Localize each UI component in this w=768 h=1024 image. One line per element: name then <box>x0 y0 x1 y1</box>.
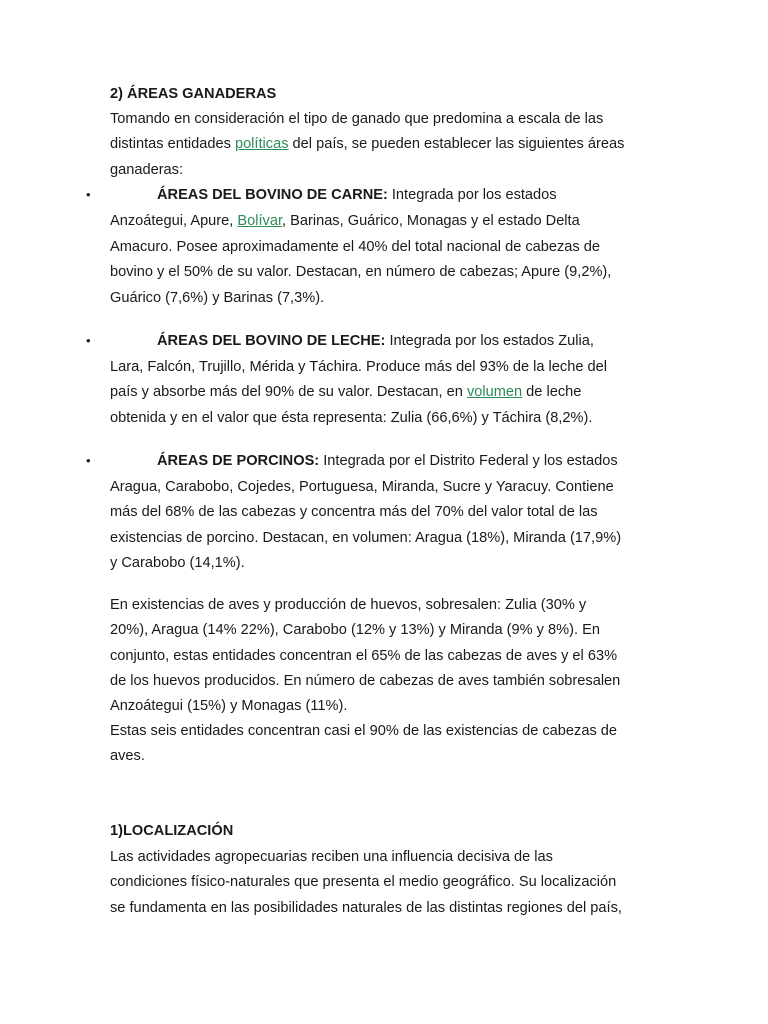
intro-line-1: Tomando en consideración el tipo de ganado que predomina a escala de las <box>110 111 604 127</box>
bovino-leche-line-3 <box>110 382 581 402</box>
intro-text: distintas entidades <box>110 136 235 152</box>
bovino-leche-line-2: Lara, Falcón, Trujillo, Mérida y Táchira. Produce más del 93% de la leche del <box>110 359 607 375</box>
aves-line-5: Anzoátegui (15%) y Monagas (11%). <box>110 698 348 714</box>
porcinos-line-2: Aragua, Carabobo, Cojedes, Portuguesa, Miranda, Sucre y Yaracuy. Contiene <box>110 479 614 495</box>
porcinos-line-5: y Carabobo (14,1%). <box>110 555 245 571</box>
intro-text: del país, se pueden establecer las siguientes áreas <box>288 136 625 152</box>
bovino-leche-text: de leche <box>522 384 582 400</box>
section-heading-localizacion: 1)LOCALIZACIÓN <box>110 823 234 839</box>
bovino-carne-line-2 <box>110 211 580 231</box>
volumen-link[interactable]: volumen <box>466 384 523 400</box>
localizacion-line-1: Las actividades agropecuarias reciben una influencia decisiva de las <box>110 849 553 865</box>
localizacion-line-3: se fundamenta en las posibilidades naturales de las distintas regiones del país, <box>110 900 622 916</box>
bovino-leche-line-1 <box>157 331 594 351</box>
bovino-carne-text: Anzoátegui, Apure, <box>110 213 238 229</box>
bovino-leche-title: ÁREAS DEL BOVINO DE LECHE: <box>157 333 386 349</box>
bullet-dot: • <box>86 187 91 202</box>
bovino-carne-line-3: Amacuro. Posee aproximadamente el 40% del total nacional de cabezas de <box>110 239 601 255</box>
bovino-carne-text: Integrada por los estados <box>387 187 557 203</box>
aves-line-4: de los huevos producidos. En número de cabezas de aves también sobresalen <box>110 673 621 689</box>
bullet-dot: • <box>86 333 91 348</box>
porcinos-line-3: más del 68% de las cabezas y concentra más del 70% del valor total de las <box>110 504 598 520</box>
section-heading-areas-ganaderas: 2) ÁREAS GANADERAS <box>110 86 277 102</box>
bovino-leche-line-4: obtenida y en el valor que ésta representa: Zulia (66,6%) y Táchira (8,2%). <box>110 410 593 426</box>
localizacion-line-2: condiciones físico-naturales que presenta el medio geográfico. Su localización <box>110 874 617 890</box>
aves-line-2: 20%), Aragua (14% 22%), Carabobo (12% y 13%) y Miranda (9% y 8%). En <box>110 622 600 638</box>
aves-line-3: conjunto, estas entidades concentran el 65% de las cabezas de aves y el 63% <box>110 648 618 664</box>
bolivar-link[interactable]: Bolívar <box>237 213 283 229</box>
aves-line-1: En existencias de aves y producción de huevos, sobresalen: Zulia (30% y <box>110 597 587 613</box>
aves-line-7: aves. <box>110 748 145 764</box>
bovino-carne-title: ÁREAS DEL BOVINO DE CARNE: <box>157 187 388 203</box>
intro-line-2 <box>110 134 624 154</box>
porcinos-text: Integrada por el Distrito Federal y los estados <box>319 453 618 469</box>
porcinos-line-4: existencias de porcino. Destacan, en volumen: Aragua (18%), Miranda (17,9%) <box>110 530 622 546</box>
bovino-carne-text: , Barinas, Guárico, Monagas y el estado Delta <box>282 213 580 229</box>
bovino-carne-line-5: Guárico (7,6%) y Barinas (7,3%). <box>110 290 325 306</box>
bovino-carne-line-4: bovino y el 50% de su valor. Destacan, en número de cabezas; Apure (9,2%), <box>110 264 612 280</box>
porcinos-title: ÁREAS DE PORCINOS: <box>157 453 320 469</box>
bullet-dot: • <box>86 453 91 468</box>
bovino-leche-text: Integrada por los estados Zulia, <box>385 333 594 349</box>
intro-line-3: ganaderas: <box>110 162 184 178</box>
aves-line-6: Estas seis entidades concentran casi el 90% de las existencias de cabezas de <box>110 723 618 739</box>
politicas-link[interactable]: políticas <box>234 136 289 152</box>
bovino-carne-line-1 <box>157 185 557 205</box>
porcinos-line-1 <box>157 451 618 471</box>
bovino-leche-text: país y absorbe más del 90% de su valor. Destacan, en <box>110 384 467 400</box>
